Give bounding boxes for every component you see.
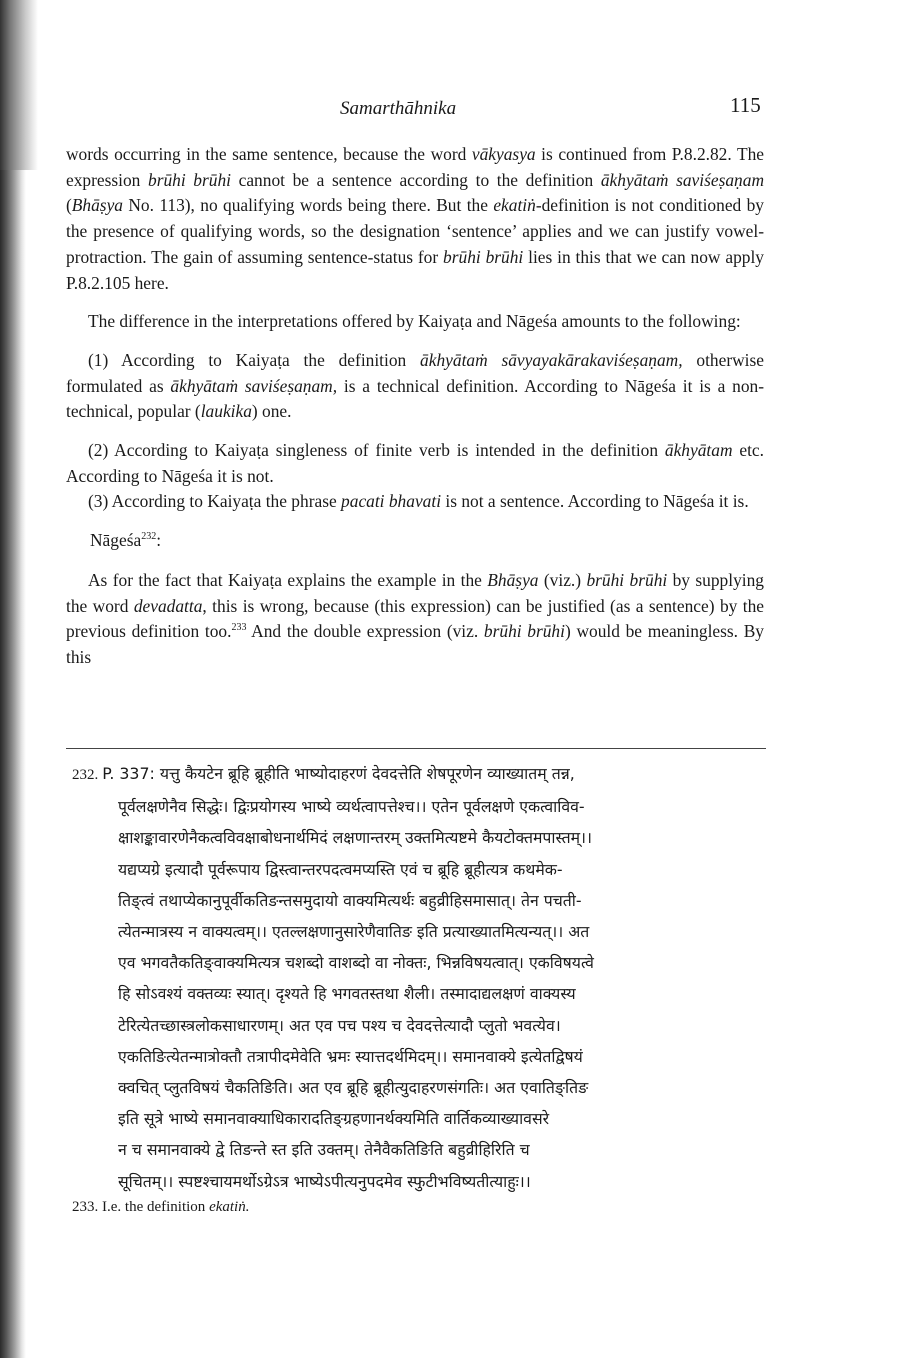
text-run: (2) According to Kaiyaṭa singleness of finite verb is intended in the definition bbox=[88, 440, 665, 461]
footnote-232-line: न च समानवाक्ये द्वे तिङन्ते स्त इति उक्तम्। तेनैवैकतिङिति बहुव्रीहिरिति च bbox=[118, 1140, 530, 1160]
italic-term: laukika bbox=[200, 401, 252, 422]
running-head: Samarthāhnika bbox=[340, 98, 457, 119]
text-run: , this is wrong, because (this expression) can be justified (as a sentence) by the previous definition too. bbox=[66, 595, 764, 642]
footnote-232-line: पूर्वलक्षणेनैव सिद्धेः। द्विःप्रयोगस्य भाष्ये व्यर्थत्वापत्तेश्च।। एतेन पूर्वलक्षणे एकत्वाविव- bbox=[118, 797, 585, 817]
footnote-233 bbox=[72, 1199, 772, 1216]
italic-term: pacati bhavati bbox=[341, 491, 442, 512]
text-run: is not a sentence. According to Nāgeśa it is. bbox=[441, 491, 749, 512]
main-text bbox=[66, 142, 764, 671]
italic-term: ākhyātaṁ sāvyayakārakaviśeṣaṇam, bbox=[420, 349, 683, 370]
footnote-232-line: त्येतन्मात्रस्य न वाक्यत्वम्।। एतल्लक्षणानुसारेणैवातिङ इति प्रत्याख्यातमित्यन्यत्।। अत bbox=[118, 922, 590, 942]
italic-term: ekatiṅ bbox=[493, 195, 536, 216]
text-run: As for the fact that Kaiyaṭa explains the example in the bbox=[88, 569, 488, 590]
text-run: And the double expression (viz. bbox=[246, 621, 484, 642]
italic-term: ākhyātaṁ saviśeṣaṇam, bbox=[170, 375, 338, 396]
paragraph-6 bbox=[66, 568, 764, 671]
text-run: is continued from P.8.2.82. The expression bbox=[66, 144, 764, 190]
italic-term: devadatta bbox=[133, 595, 203, 616]
footnote-232-line: सूचितम्।। स्पष्टश्चायमर्थोऽग्रेऽत्र भाष्येऽपीत्यनुपदमेव स्फुटीभविष्यतीत्याहुः।। bbox=[118, 1171, 531, 1191]
text-run: -definition is not conditioned by the presence of qualifying words, so the designation ‘sentence’ applies and we can justify vowel-protraction. The gain of assuming sentence-status for bbox=[66, 195, 764, 267]
footnote-232-line: एकतिङित्येतन्मात्रोक्तौ तत्रापीदमेवेति भ्रमः स्यात्तदर्थमिदम्।। समानवाक्ये इत्येतद्विषयं bbox=[118, 1046, 583, 1066]
text-run: by supplying the word bbox=[66, 569, 764, 616]
footnote-text: I.e. the definition bbox=[102, 1198, 210, 1215]
italic-term: Bhāṣya bbox=[71, 195, 123, 216]
text-run: (1) According to Kaiyaṭa the definition bbox=[88, 349, 421, 370]
paragraph-1 bbox=[66, 142, 764, 296]
paragraph-5 bbox=[66, 489, 764, 515]
text-run: is a technical definition. According to Nāgeśa it is a non-technical, popular ( bbox=[66, 375, 765, 422]
text-run: etc. According to Nāgeśa it is not. bbox=[66, 440, 764, 486]
italic-term: brūhi brūhi bbox=[443, 246, 524, 267]
italic-term: ekatiṅ. bbox=[209, 1198, 250, 1215]
italic-term: ākhyātaṁ saviśeṣaṇam bbox=[600, 169, 764, 190]
footnote-rule bbox=[66, 748, 766, 749]
text-run: lies in this that we can now apply P.8.2.105 here. bbox=[66, 246, 764, 293]
text-run: words occurring in the same sentence, because the word bbox=[66, 144, 472, 164]
text-run: otherwise formulated as bbox=[66, 349, 764, 396]
sanskrit-text: P. 337: यत्तु कैयटेन ब्रूहि ब्रूहीति भाष्योदाहरणं देवदत्तेति शेषपूरणेन व्याख्यातम् तन्न, bbox=[102, 764, 575, 783]
paragraph-4 bbox=[66, 438, 764, 489]
paragraph-2: The difference in the interpretations offered by Kaiyaṭa and Nāgeśa amounts to the following: bbox=[88, 311, 741, 332]
footnote-232-line: एव भगवतैकतिङ्वाक्यमित्यत्र चशब्दो वाशब्दो वा नोक्तः, भिन्नविषयत्वात्। एकविषयत्वे bbox=[118, 953, 594, 973]
footnote-232-line bbox=[72, 758, 772, 791]
footnote-232-line: हि सोऽवश्यं वक्तव्यः स्यात्। दृश्यते हि भगवतस्तथा शैली। तस्मादाद्यलक्षणं वाक्यस्य bbox=[118, 984, 576, 1004]
footnote-232-line: तिङ्त्वं तथाप्येकानुपूर्वीकतिङन्तसमुदायो वाक्यमित्यर्थः बहुव्रीहिसमासात्। तेन पचती- bbox=[118, 890, 582, 910]
text-run: No. 113), no qualifying words being there. But the bbox=[123, 195, 494, 216]
italic-term: brūhi brūhi bbox=[586, 569, 668, 590]
page-scan-edge-shadow bbox=[0, 0, 38, 170]
footnotes bbox=[72, 758, 772, 1216]
text-run: (3) According to Kaiyaṭa the phrase bbox=[88, 491, 342, 512]
heading-text: Nāgeśa bbox=[90, 530, 142, 551]
paragraph-3 bbox=[66, 348, 764, 425]
text-run: ( bbox=[66, 195, 72, 216]
page-number: 115 bbox=[730, 93, 761, 117]
page-scan-edge bbox=[0, 0, 26, 1358]
text-run: ) one. bbox=[251, 401, 292, 422]
italic-term: ākhyātam bbox=[664, 440, 733, 461]
footnote-232-line: यद्यप्यग्रे इत्यादौ पूर्वरूपाय द्विस्त्वान्तरपदत्वमप्यस्ति एवं च ब्रूहि ब्रूहीत्यत्र कथमेक- bbox=[118, 859, 563, 879]
heading-colon: : bbox=[156, 530, 162, 551]
text-run: cannot be a sentence according to the definition bbox=[231, 169, 601, 190]
italic-term: Bhāṣya bbox=[487, 569, 539, 590]
footnote-232-line: क्षाशङ्कावारणेनैकत्वविवक्षाबोधनार्थमिदं लक्षणान्तरम् उक्तमित्यष्टमे कैयटोक्तमपास्तम्।। bbox=[118, 828, 593, 848]
italic-term: vākyasya bbox=[471, 144, 536, 164]
footnote-number: 232. bbox=[72, 767, 99, 783]
footnote-number: 233. bbox=[72, 1198, 99, 1215]
text-run: (viz.) bbox=[538, 569, 587, 590]
text-run: ) would be meaningless. By this bbox=[66, 621, 765, 667]
footnote-232-line: क्वचित् प्लुतविषयं चैकतिङिति। अत एव ब्रूहि ब्रूहीत्युदाहरणसंगतिः। अत एवातिङ्तिङ bbox=[118, 1078, 589, 1098]
section-heading-nagesa bbox=[90, 528, 764, 554]
footnote-ref-232: 232 bbox=[141, 531, 157, 543]
italic-term: brūhi brūhi bbox=[483, 621, 565, 642]
footnote-232-line: टेरित्येतच्छास्त्रलोकसाधारणम्। अत एव पच पश्य च देवदत्तेत्यादौ प्लुतो भवत्येव। bbox=[118, 1015, 561, 1035]
footnote-ref-233: 233 bbox=[231, 622, 247, 634]
footnote-232-line: इति सूत्रे भाष्ये समानवाक्याधिकारादतिङ्ग्रहणानर्थक्यमिति वार्तिकव्याख्यावसरे bbox=[118, 1109, 550, 1129]
italic-term: brūhi brūhi bbox=[148, 169, 231, 190]
